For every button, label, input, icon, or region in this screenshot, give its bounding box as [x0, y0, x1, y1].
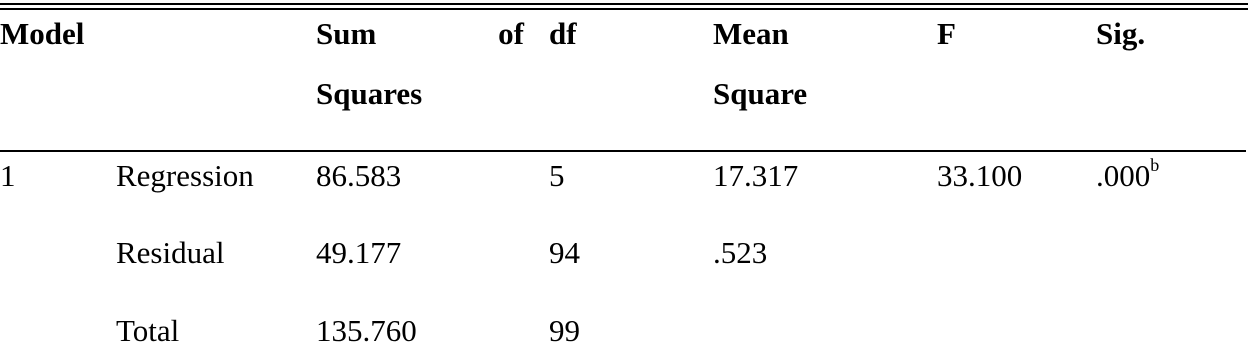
sum-of-squares-cell: 135.760 [316, 313, 417, 348]
mean-square-cell: .523 [713, 235, 768, 270]
header-mean-square-line1: Mean [713, 16, 789, 51]
model-number: 1 [0, 158, 16, 193]
row-label: Total [116, 313, 180, 348]
df-cell: 99 [549, 313, 580, 348]
top-rule [0, 3, 1248, 5]
sum-of-squares-cell: 86.583 [316, 158, 402, 193]
sig-value: .000 [1096, 158, 1151, 193]
header-sum-of-squares-line1 [316, 16, 524, 52]
header-sum-word: Sum [316, 16, 377, 51]
header-rule [0, 150, 1246, 152]
sig-footnote-marker: b [1150, 154, 1160, 175]
top-rule-second [0, 8, 1248, 10]
row-label: Residual [116, 235, 225, 270]
df-cell: 94 [549, 235, 580, 270]
sig-cell [1096, 154, 1160, 194]
header-sig: Sig. [1096, 16, 1146, 51]
mean-square-cell: 17.317 [713, 158, 799, 193]
f-cell: 33.100 [937, 158, 1023, 193]
header-mean-square-line2: Square [713, 76, 808, 111]
header-sum-of-squares-line2: Squares [316, 76, 423, 111]
header-model: Model [0, 16, 85, 51]
row-label: Regression [116, 158, 254, 193]
df-cell: 5 [549, 158, 565, 193]
sum-of-squares-cell: 49.177 [316, 235, 402, 270]
header-f: F [937, 16, 956, 51]
header-of-word: of [498, 16, 524, 51]
header-df: df [549, 16, 577, 51]
